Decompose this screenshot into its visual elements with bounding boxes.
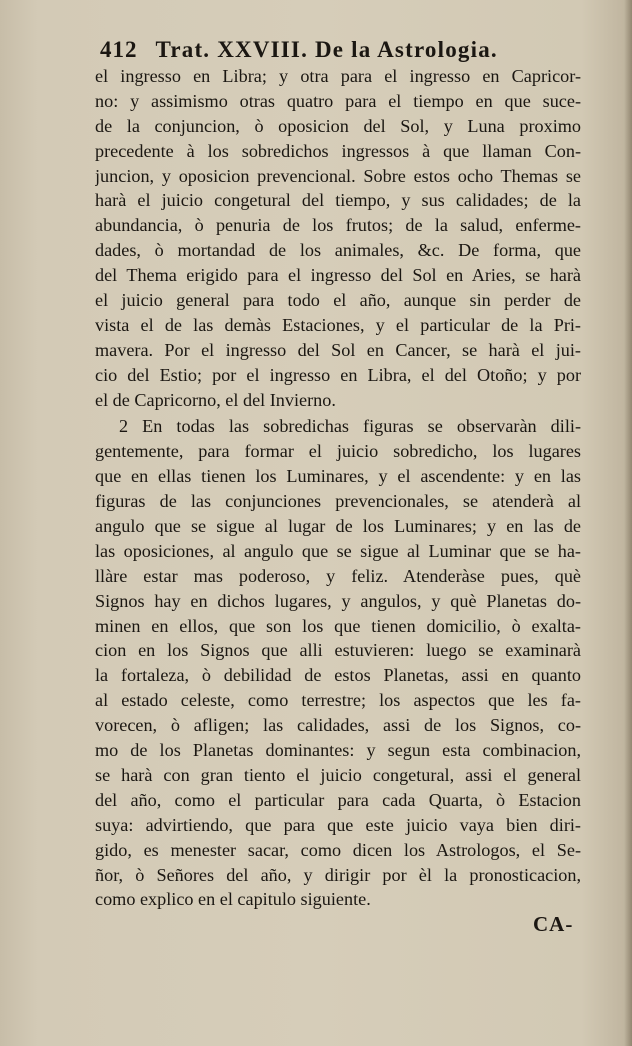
text-line: como explico en el capitulo siguiente. [95,889,371,910]
text-line: cion en los Signos que alli estuvieren: luego se examinarà [95,640,581,661]
page-header [100,37,580,67]
text-line: angulo que se sigue al lugar de los Luminares; y en las de [95,516,581,537]
text-line: dades, ò mortandad de los animales, &c. De forma, que [95,240,581,261]
running-title: Trat. XXVIII. De la Astrologia. [155,37,498,62]
text-line: minen en ellos, que son los que tienen domicilio, ò exalta- [95,615,581,636]
text-line: gido, es menester sacar, como dicen los Astrologos, el Se- [95,839,581,860]
text-line: suya: advirtiendo, que para que este juicio vaya bien diri- [95,814,581,835]
text-line: llàre estar mas poderoso, y feliz. Atenderàse pues, què [95,565,581,586]
text-line: Signos hay en dichos lugares, y angulos, y què Planetas do- [95,590,581,611]
text-line: ñor, ò Señores del año, y dirigir por èl la pronosticacion, [95,864,581,885]
text-line: figuras de las conjunciones prevencionales, se atenderà al [95,491,581,512]
text-line: mavera. Por el ingresso del Sol en Cancer, se harà el jui- [95,339,581,360]
catchword: CA- [533,912,574,936]
text-line: 2 En todas las sobredichas figuras se observaràn dili- [119,416,581,437]
text-line: al estado celeste, como terrestre; los aspectos que les fa- [95,690,581,711]
text-line: del año, como el particular para cada Quarta, ò Estacion [95,789,581,810]
text-line: mo de los Planetas dominantes: y segun esta combinacion, [95,740,581,761]
text-line: el juicio general para todo el año, aunque sin perder de [95,290,581,311]
text-line: el de Capricorno, el del Invierno. [95,389,336,410]
paragraph-2 [95,414,581,912]
text-line: vorecen, ò afligen; las calidades, assi de los Signos, co- [95,715,581,736]
text-line: el ingresso en Libra; y otra para el ingresso en Capricor- [95,66,581,86]
text-line: harà el juicio congetural del tiempo, y sus calidades; de la [95,190,581,211]
body-text [95,64,581,912]
text-line: juncion, y oposicion prevencional. Sobre estos ocho Themas se [95,165,581,186]
text-line: cio del Estio; por el ingresso en Libra, el del Otoño; y por [95,364,581,385]
text-line: vista el de las demàs Estaciones, y el particular de la Pri- [95,314,581,335]
paragraph-1 [95,64,581,412]
text-line: que en ellas tienen los Luminares, y el ascendente: y en las [95,466,581,487]
page-number: 412 [100,37,138,62]
text-line: no: y assimismo otras quatro para el tiempo en que suce- [95,90,581,111]
text-line: la fortaleza, ò debilidad de estos Planetas, assi en quanto [95,665,581,686]
text-line: precedente à los sobredichos ingressos à que llaman Con- [95,140,581,161]
text-line: gentemente, para formar el juicio sobredicho, los lugares [95,441,581,462]
text-line: del Thema erigido para el ingresso del Sol en Aries, se harà [95,265,581,286]
text-line: de la conjuncion, ò oposicion del Sol, y Luna proximo [95,115,581,136]
text-line: se harà con gran tiento el juicio congetural, assi el general [95,764,581,785]
text-line: las oposiciones, al angulo que se sigue al Luminar que se ha- [95,540,581,561]
text-line: abundancia, ò penuria de los frutos; de la salud, enferme- [95,215,581,236]
